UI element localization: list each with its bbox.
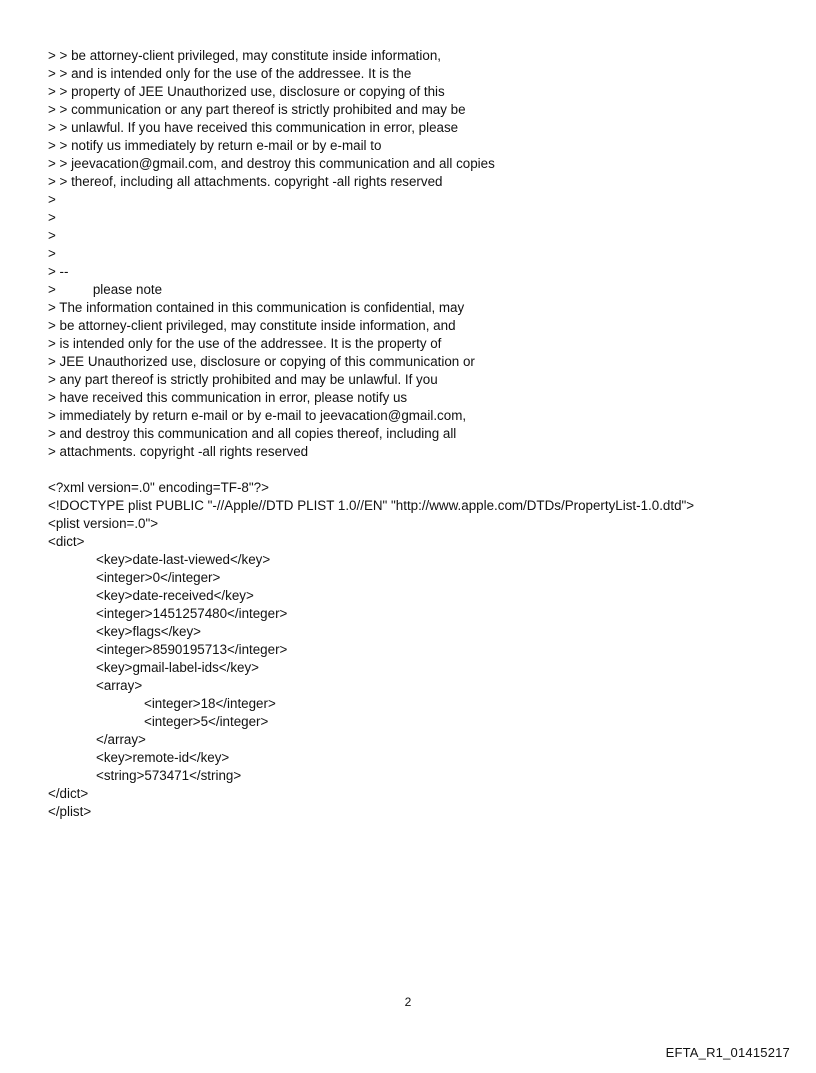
please-note-line xyxy=(48,281,788,299)
xml-dict-entry: <array> xyxy=(96,678,143,693)
text-line: > have received this communication in error, please notify us xyxy=(48,390,408,405)
xml-declaration: <?xml version=.0" encoding=TF-8"?> xyxy=(48,480,269,495)
xml-dict-close: </dict> xyxy=(48,786,89,801)
blank-quote-lines xyxy=(48,191,788,263)
text-line: > The information contained in this communication is confidential, may xyxy=(48,300,465,315)
xml-plist-open: <plist version=.0"> xyxy=(48,516,159,531)
xml-dict-entry: </array> xyxy=(96,732,146,747)
xml-dict-entry: <key>date-last-viewed</key> xyxy=(96,552,271,567)
signature-separator: > -- xyxy=(48,264,69,279)
xml-dict-entry: <key>remote-id</key> xyxy=(96,750,230,765)
text-line: > xyxy=(48,228,56,243)
text-line: > immediately by return e-mail or by e-mail to jeevacation@gmail.com, xyxy=(48,408,467,423)
text-line: > JEE Unauthorized use, disclosure or copying of this communication or xyxy=(48,354,475,369)
xml-dict-open: <dict> xyxy=(48,534,85,549)
text-line: > > and is intended only for the use of the addressee. It is the xyxy=(48,66,412,81)
xml-dict-entry: <integer>8590195713</integer> xyxy=(96,642,288,657)
xml-dict-entry: <integer>1451257480</integer> xyxy=(96,606,288,621)
text-line: > is intended only for the use of the addressee. It is the property of xyxy=(48,336,442,351)
text-line: > xyxy=(48,246,56,261)
email-body xyxy=(48,47,788,821)
text-line: > be attorney-client privileged, may constitute inside information, and xyxy=(48,318,456,333)
please-note-text: please note xyxy=(92,282,163,297)
quoted-disclaimer-double xyxy=(48,47,788,191)
text-line: > > property of JEE Unauthorized use, disclosure or copying of this xyxy=(48,84,445,99)
text-line: > > unlawful. If you have received this communication in error, please xyxy=(48,120,459,135)
quoted-disclaimer-single xyxy=(48,299,788,461)
xml-dict-entry: <integer>0</integer> xyxy=(96,570,221,585)
bates-number: EFTA_R1_01415217 xyxy=(665,1045,790,1060)
xml-dict-entry: <key>gmail-label-ids</key> xyxy=(96,660,260,675)
plist-xml-block xyxy=(48,479,788,821)
xml-dict-entry: <string>573471</string> xyxy=(96,768,242,783)
text-line: > and destroy this communication and all copies thereof, including all xyxy=(48,426,457,441)
xml-array-item: <integer>18</integer> xyxy=(144,696,276,711)
xml-doctype: <!DOCTYPE plist PUBLIC "-//Apple//DTD PLIST 1.0//EN" "http://www.apple.com/DTDs/PropertyList-1.0.dtd"> xyxy=(48,498,695,513)
xml-dict-entry: <key>date-received</key> xyxy=(96,588,254,603)
text-line: > > jeevacation@gmail.com, and destroy this communication and all copies xyxy=(48,156,495,171)
text-line: > xyxy=(48,192,56,207)
page-number: 2 xyxy=(404,995,412,1009)
xml-dict-entry: <key>flags</key> xyxy=(96,624,201,639)
text-line: > any part thereof is strictly prohibited and may be unlawful. If you xyxy=(48,372,438,387)
text-line: > > notify us immediately by return e-mail or by e-mail to xyxy=(48,138,382,153)
xml-plist-close: </plist> xyxy=(48,804,92,819)
xml-array-item: <integer>5</integer> xyxy=(144,714,269,729)
quote-marker: > xyxy=(48,282,56,297)
text-line: > > communication or any part thereof is strictly prohibited and may be xyxy=(48,102,466,117)
paragraph-gap xyxy=(48,461,788,479)
text-line: > > be attorney-client privileged, may constitute inside information, xyxy=(48,48,441,63)
text-line: > > thereof, including all attachments. copyright -all rights reserved xyxy=(48,174,443,189)
text-line: > attachments. copyright -all rights reserved xyxy=(48,444,309,459)
text-line: > xyxy=(48,210,56,225)
